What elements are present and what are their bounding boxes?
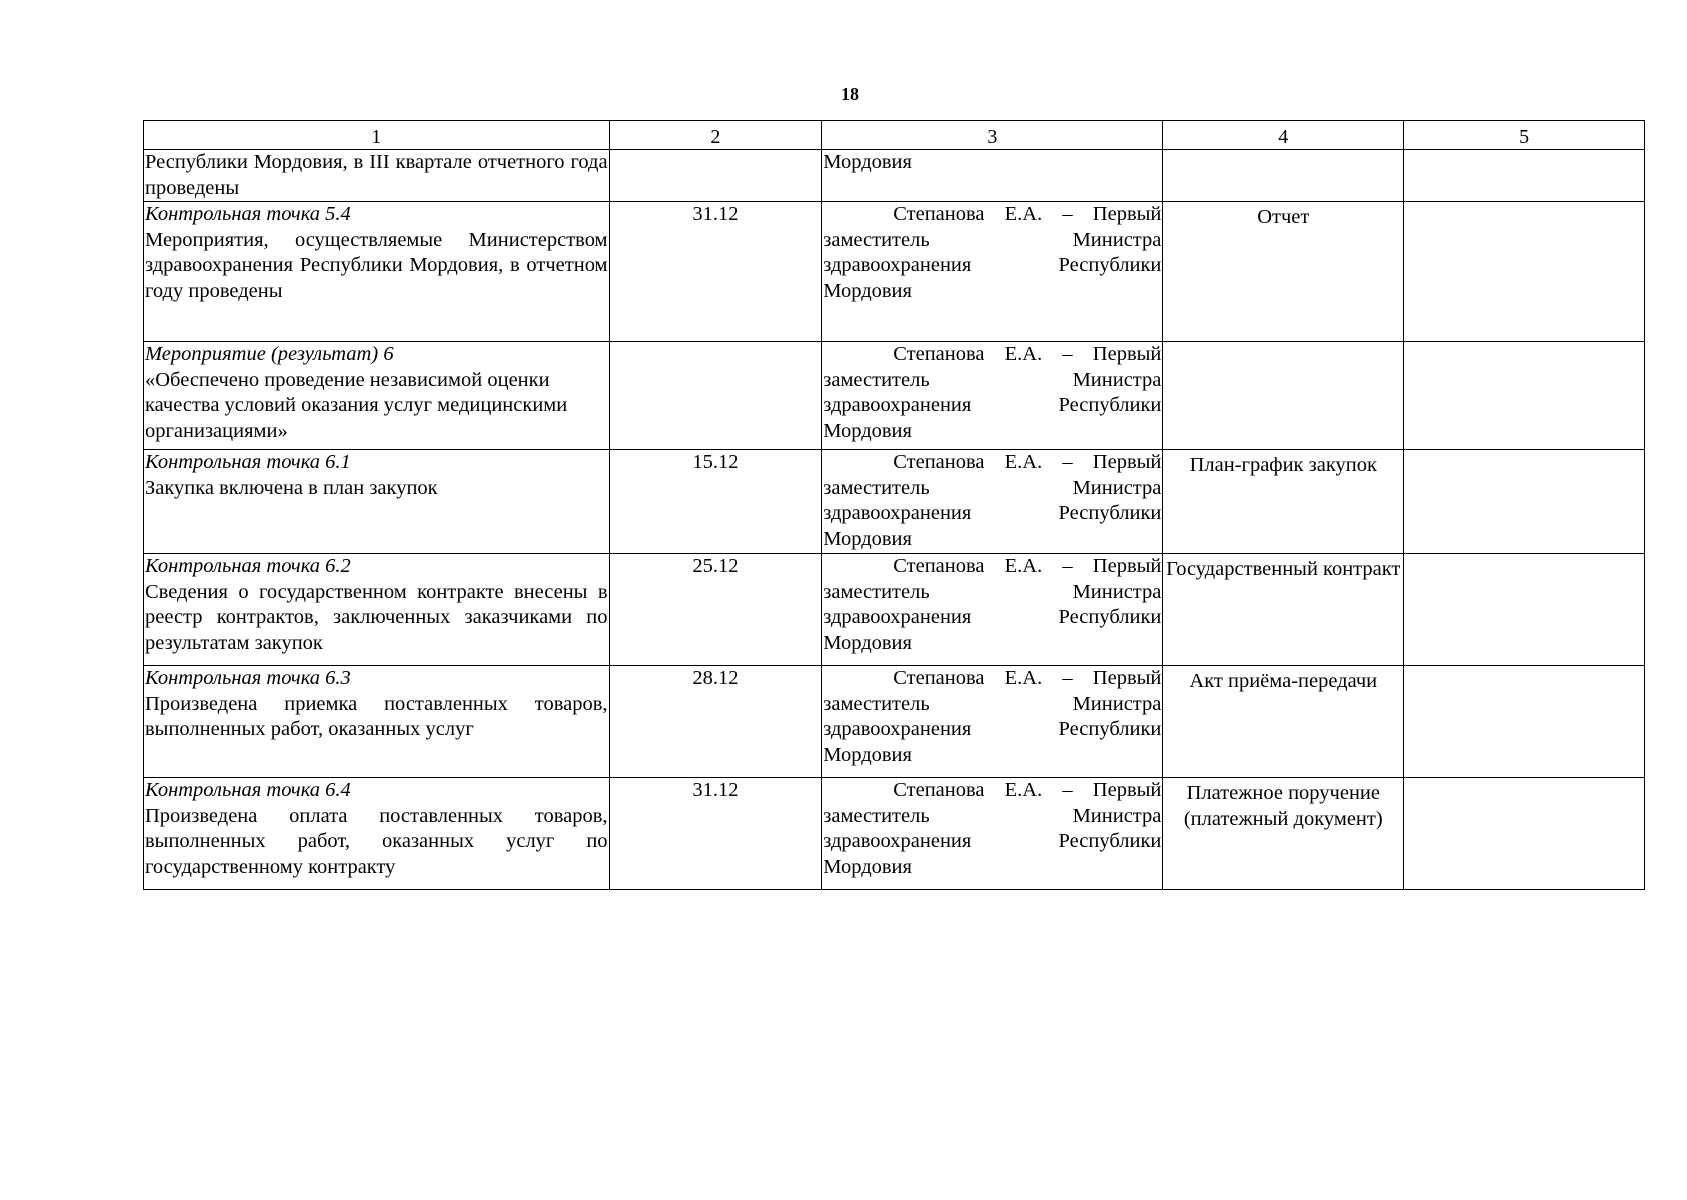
page-number: 18 bbox=[841, 84, 859, 104]
responsible-cell: Степанова Е.А. – Первый заместитель Министра здравоохранения Республики Мордовия bbox=[822, 450, 1163, 554]
term-cell: 31.12 bbox=[609, 202, 822, 342]
event-cell bbox=[144, 666, 610, 778]
table-row bbox=[144, 202, 1645, 342]
responsible-cell: Степанова Е.А. – Первый заместитель Министра здравоохранения Республики Мордовия bbox=[822, 342, 1163, 450]
term-cell: 31.12 bbox=[609, 778, 822, 890]
note-cell bbox=[1404, 342, 1645, 450]
event-label: Контрольная точка 6.2 bbox=[145, 555, 351, 577]
term-cell: 25.12 bbox=[609, 554, 822, 666]
event-description: Произведена приемка поставленных товаров, выполненных работ, оказанных услуг bbox=[145, 692, 608, 740]
result-cell: Акт приёма-передачи bbox=[1163, 666, 1404, 778]
table-row bbox=[144, 150, 1645, 202]
event-cell bbox=[144, 554, 610, 666]
result-cell: Государственный контракт bbox=[1163, 554, 1404, 666]
table-row bbox=[144, 342, 1645, 450]
event-label: Контрольная точка 6.1 bbox=[145, 451, 351, 473]
event-cell bbox=[144, 450, 610, 554]
result-cell: Платежное поручение (платежный документ) bbox=[1163, 778, 1404, 890]
responsible-cell: Степанова Е.А. – Первый заместитель Министра здравоохранения Республики Мордовия bbox=[822, 666, 1163, 778]
responsible-cell: Мордовия bbox=[822, 150, 1163, 202]
note-cell bbox=[1404, 554, 1645, 666]
event-description: Произведена оплата поставленных товаров, выполненных работ, оказанных услуг по государственному контракту bbox=[145, 804, 608, 878]
event-description: Республики Мордовия, в III квартале отчетного года проведены bbox=[145, 151, 608, 199]
plan-table bbox=[143, 120, 1645, 890]
event-label: Контрольная точка 5.4 bbox=[145, 203, 351, 225]
event-description: Мероприятия, осуществляемые Министерством здравоохранения Республики Мордовия, в отчетном году проведены bbox=[145, 228, 608, 302]
event-description: «Обеспечено проведение независимой оценки качества условий оказания услуг медицинскими организациями» bbox=[145, 368, 568, 442]
responsible-cell: Степанова Е.А. – Первый заместитель Министра здравоохранения Республики Мордовия bbox=[822, 202, 1163, 342]
column-header-3: 3 bbox=[822, 121, 1163, 150]
note-cell bbox=[1404, 450, 1645, 554]
table-row bbox=[144, 450, 1645, 554]
column-header-4: 4 bbox=[1163, 121, 1404, 150]
responsible-cell: Степанова Е.А. – Первый заместитель Министра здравоохранения Республики Мордовия bbox=[822, 554, 1163, 666]
term-cell bbox=[609, 342, 822, 450]
term-cell: 15.12 bbox=[609, 450, 822, 554]
result-cell: План-график закупок bbox=[1163, 450, 1404, 554]
event-cell bbox=[144, 342, 610, 450]
result-cell bbox=[1163, 150, 1404, 202]
note-cell bbox=[1404, 666, 1645, 778]
result-cell: Отчет bbox=[1163, 202, 1404, 342]
event-description: Закупка включена в план закупок bbox=[145, 476, 438, 499]
column-header-5: 5 bbox=[1404, 121, 1645, 150]
event-cell bbox=[144, 778, 610, 890]
term-cell bbox=[609, 150, 822, 202]
note-cell bbox=[1404, 202, 1645, 342]
event-cell bbox=[144, 202, 610, 342]
responsible-cell: Степанова Е.А. – Первый заместитель Министра здравоохранения Республики Мордовия bbox=[822, 778, 1163, 890]
column-header-2: 2 bbox=[609, 121, 822, 150]
event-label: Контрольная точка 6.3 bbox=[145, 667, 351, 689]
event-cell bbox=[144, 150, 610, 202]
term-cell: 28.12 bbox=[609, 666, 822, 778]
table-row bbox=[144, 778, 1645, 890]
event-label: Мероприятие (результат) 6 bbox=[145, 343, 394, 365]
table-row bbox=[144, 554, 1645, 666]
header-row bbox=[144, 121, 1645, 150]
column-header-1: 1 bbox=[144, 121, 610, 150]
event-label: Контрольная точка 6.4 bbox=[145, 779, 351, 801]
note-cell bbox=[1404, 150, 1645, 202]
table-row bbox=[144, 666, 1645, 778]
event-description: Сведения о государственном контракте внесены в реестр контрактов, заключенных заказчиками по результатам закупок bbox=[145, 580, 608, 654]
note-cell bbox=[1404, 778, 1645, 890]
result-cell bbox=[1163, 342, 1404, 450]
